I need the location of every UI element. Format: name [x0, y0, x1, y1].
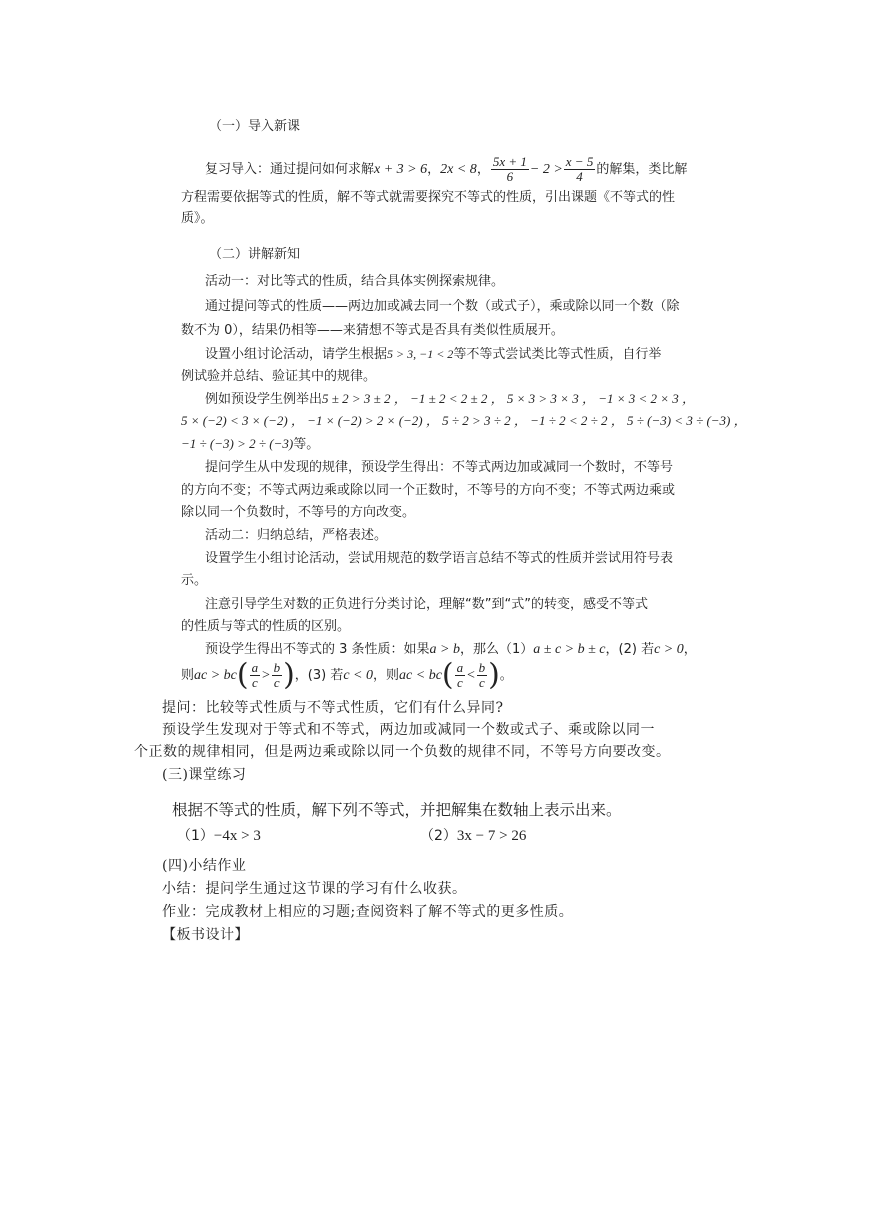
p4-line2: 示。 — [181, 573, 208, 588]
example-row1-math: 5 ± 2 > 3 ± 2 ， −1 ± 2 < 2 ± 2 ， 5 × 3 > 3 × 3 ， −1 × 3 < 2 × 3 ， — [322, 391, 696, 406]
right-paren-2: ) — [488, 657, 500, 693]
compare-answer-line1: 预设学生发现对于等式和不等式，两边加或减同一个数或式子、乘或除以同一 — [162, 722, 655, 738]
p7-property3: ac < bc — [399, 668, 442, 683]
p7-fraction-a-c-2 — [455, 661, 466, 690]
p6-mid: ，那么（1） — [460, 642, 534, 657]
board-design-heading: 【板书设计】 — [162, 927, 249, 943]
p6-condition2: c > 0 — [654, 642, 684, 657]
p7-then2: ，则 — [373, 668, 400, 683]
p7-lt: < — [466, 668, 476, 683]
compare-answer-line2: 个正数的规律相同，但是两边乘或除以同一个负数的规律不同，不等号方向要改变。 — [134, 744, 671, 760]
p2-line2: 例试验并总结、验证其中的规律。 — [181, 369, 377, 384]
practice-q2 — [420, 827, 526, 845]
example-row3-suffix: 等。 — [293, 437, 320, 452]
p2-math: 5 > 3, −1 < 2 — [387, 347, 454, 361]
p6-property1: a ± c > b ± c — [533, 642, 606, 657]
p2-line1 — [205, 345, 661, 364]
fraction-2 — [564, 155, 596, 184]
practice-q1-label: （1） — [177, 828, 214, 844]
review-prefix: 复习导入：通过提问如何求解 — [205, 162, 375, 177]
frac-c-4: c — [478, 675, 485, 690]
p7-fraction-a-c — [250, 661, 261, 690]
practice-q1-math: −4x > 3 — [213, 828, 261, 844]
section1-review-line3: 质》。 — [181, 211, 214, 226]
fraction-1-numerator: 5x + 1 — [492, 154, 527, 169]
compare-question: 提问：比较等式性质与不等式性质，它们有什么异同? — [162, 700, 504, 716]
p6-prefix: 预设学生得出不等式的 3 条性质：如果 — [205, 642, 430, 657]
inequality-1: x + 3 > 6 — [374, 162, 428, 177]
inequality-2: 2x < 8 — [440, 162, 477, 177]
p7-condition3: c < 0 — [343, 668, 374, 683]
minus-two-gt: − 2 > — [529, 162, 563, 177]
example-row3-math: −1 ÷ (−3) > 2 ÷ (−3) — [181, 436, 294, 451]
p7-line — [181, 657, 513, 695]
p3-line3: 除以同一个负数时，不等号的方向改变。 — [181, 505, 416, 520]
p5-line1: 注意引导学生对数的正负进行分类讨论，理解“数”到“式”的转变，感受不等式 — [205, 597, 648, 612]
section2-heading: （二）讲解新知 — [209, 247, 301, 262]
fraction-1 — [491, 155, 529, 184]
summary-line: 小结：提问学生通过这节课的学习有什么收获。 — [162, 881, 467, 897]
activity2: 活动二：归纳总结，严格表述。 — [205, 528, 388, 543]
p2-prefix: 设置小组讨论活动，请学生根据 — [205, 347, 388, 362]
example-row3 — [181, 435, 319, 454]
practice-task: 根据不等式的性质，解下列不等式，并把解集在数轴上表示出来。 — [172, 801, 622, 819]
homework-line: 作业：完成教材上相应的习题;查阅资料了解不等式的更多性质。 — [162, 904, 574, 920]
p3-line2: 的方向不变；不等式两边乘或除以同一个正数时，不等号的方向不变；不等式两边乘或 — [181, 483, 676, 498]
left-paren: ( — [236, 657, 249, 693]
section1-review-line2: 方程需要依据等式的性质，解不等式就需要探究不等式的性质，引出课题《不等式的性 — [181, 190, 676, 205]
example-row2: 5 × (−2) < 3 × (−2) ， −1 × (−2) > 2 × (−2) ， 5 ÷ 2 > 3 ÷ 2 ， −1 ÷ 2 < 2 ÷ 2 ， 5 ÷ (−3) < 3 ÷ (−3) ， — [181, 413, 747, 428]
p2-suffix: 等不等式尝试类比等式性质，自行举 — [453, 347, 662, 362]
frac-c: c — [251, 675, 258, 690]
review-suffix: 的解集，类比解 — [596, 162, 688, 177]
p7-property2: ac > bc — [194, 668, 237, 683]
section4-heading: (四)小结作业 — [162, 858, 247, 874]
practice-q1 — [177, 827, 261, 845]
p6-mid2: ，(2) 若 — [605, 642, 655, 657]
section1-review-line1: 复习导入：通过提问如何求解x + 3 > 6，2x < 8， $\frac{5x + 1}{6}$ − 2 > $\frac{x - 5}{4}$ 的解集，类比解 — [205, 154, 688, 184]
p7-mid: ，(3) 若 — [294, 668, 344, 683]
section3-heading: (三)课堂练习 — [162, 767, 247, 783]
frac-b-2: b — [478, 660, 486, 675]
p6-condition: a > b — [429, 642, 460, 657]
p1-line1: 通过提问等式的性质——两边加或减去同一个数（或式子），乘或除以同一个数（除 — [205, 299, 680, 314]
frac-a: a — [251, 660, 259, 675]
p7-gt: > — [261, 668, 271, 683]
frac-c-3: c — [456, 675, 463, 690]
p4-line1: 设置学生小组讨论活动，尝试用规范的数学语言总结不等式的性质并尝试用符号表 — [205, 551, 674, 566]
left-paren-2: ( — [441, 657, 454, 693]
section1-heading: （一）导入新课 — [209, 119, 301, 134]
fraction-2-numerator: x − 5 — [565, 154, 594, 169]
example-row1 — [205, 390, 695, 409]
right-paren: ) — [283, 657, 295, 693]
activity1: 活动一：对比等式的性质，结合具体实例探索规律。 — [205, 274, 505, 289]
fraction-2-denominator: 4 — [576, 169, 583, 184]
frac-a-2: a — [456, 660, 464, 675]
p7-fraction-b-c — [272, 661, 283, 690]
p1-line2: 数不为 0），结果仍相等——来猜想不等式是否具有类似性质展开。 — [181, 323, 564, 338]
fraction-1-denominator: 6 — [506, 169, 514, 184]
practice-q2-math: 3x − 7 > 26 — [456, 828, 527, 844]
p7-then: 则 — [181, 668, 195, 683]
p7-end: 。 — [499, 668, 513, 683]
p3-line1: 提问学生从中发现的规律，预设学生得出：不等式两边加或减同一个数时，不等号 — [205, 460, 674, 475]
p7-fraction-b-c-2 — [477, 661, 488, 690]
practice-q2-label: （2） — [420, 828, 457, 844]
example-prefix: 例如预设学生例举出 — [205, 392, 323, 407]
frac-b: b — [273, 660, 281, 675]
p6-end: ， — [683, 642, 697, 657]
frac-c-2: c — [273, 675, 280, 690]
p5-line2: 的性质与等式的性质的区别。 — [181, 619, 351, 634]
